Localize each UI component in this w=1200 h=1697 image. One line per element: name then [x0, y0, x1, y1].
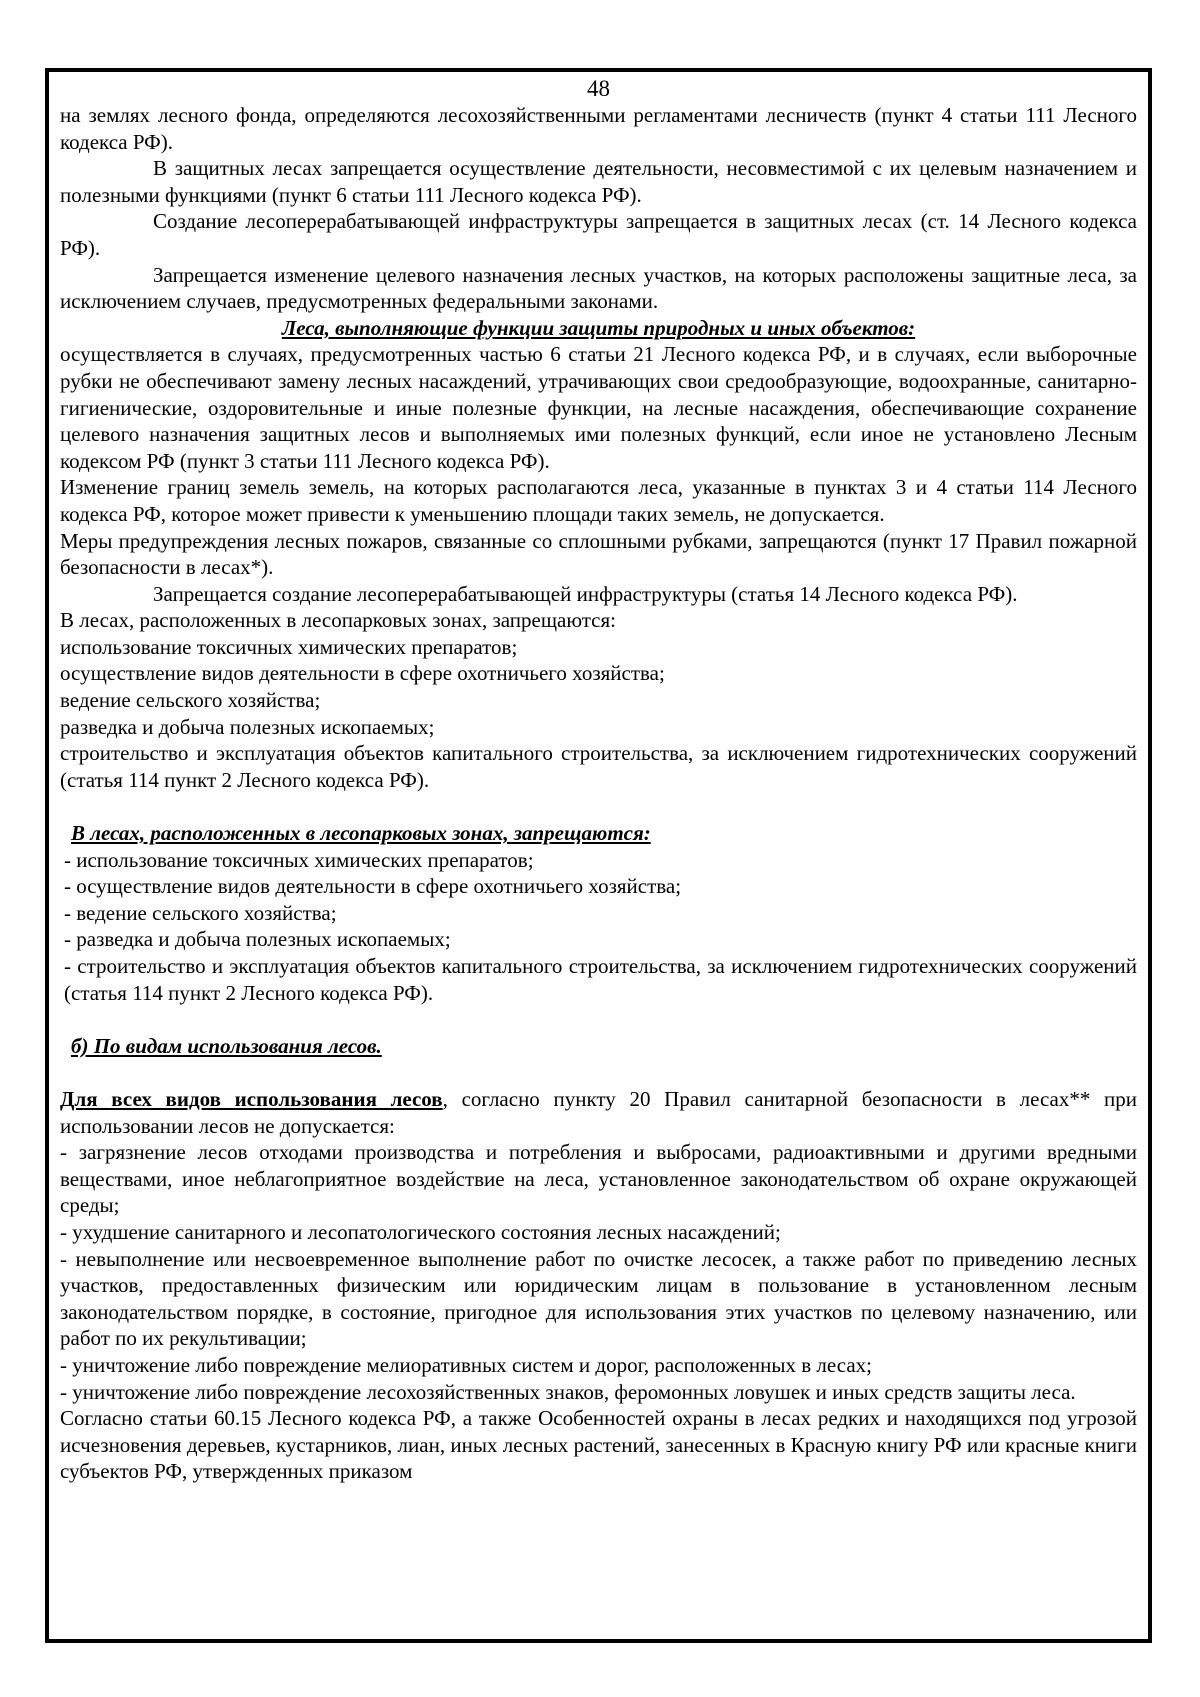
list-item: - осуществление видов деятельности в сфере охотничьего хозяйства; — [64, 874, 682, 899]
heading-by-forest-use: б) По видам использования лесов. — [71, 1033, 382, 1058]
list-item: - ведение сельского хозяйства; — [64, 900, 337, 925]
paragraph-infrastructure: Создание лесоперерабатывающей инфраструктуры запрещается в защитных лесах (ст. 14 Лесного кодекса РФ). — [60, 209, 1137, 260]
list-prohibited-actions — [60, 1139, 1137, 1405]
list-item: использование токсичных химических препаратов; — [60, 634, 518, 659]
paragraph-boundary-change: Изменение границ земель земель, на которых располагаются леса, указанные в пунктах 3 и 4 статьи 114 Лесного кодекса РФ, которое может привести к уменьшению площади таких земель, не допускается. — [60, 475, 1137, 526]
list-item: - использование токсичных химических препаратов; — [64, 847, 534, 872]
paragraph-fire-prevention: Меры предупреждения лесных пожаров, связанные со сплошными рубками, запрещаются (пункт 17 Правил пожарной безопасности в лесах*). — [60, 528, 1137, 580]
spacer — [60, 793, 1137, 820]
heading-forest-park-zones: В лесах, расположенных в лесопарковых зонах, запрещаются: — [71, 821, 651, 846]
paragraph-infrastructure-ban: Запрещается создание лесоперерабатывающей инфраструктуры (статья 14 Лесного кодекса РФ). — [153, 581, 1018, 606]
paragraph-protective-forests: В защитных лесах запрещается осуществление деятельности, несовместимой с их целевым назначением и полезными функциями (пункт 6 статьи 111 Лесного кодекса РФ). — [60, 156, 1137, 207]
list-item: - уничтожение либо повреждение лесохозяйственных знаков, феромонных ловушек и иных средств защиты леса. — [60, 1379, 1076, 1404]
all-uses-lead: Для всех видов использования лесов — [60, 1086, 443, 1111]
all-uses-rest: , согласно пункту 20 Правил санитарной безопасности в лесах** при использовании лесов не допускается: — [60, 1086, 1138, 1138]
list-item: осуществление видов деятельности в сфере охотничьего хозяйства; — [60, 661, 665, 686]
list-item: - загрязнение лесов отходами производства и потребления и выбросами, радиоактивными и другими вредными веществами, иное неблагоприятное воздействие на леса, установленное законодательством об охране окружающей среды; — [60, 1140, 1137, 1218]
paragraph-purpose-change: Запрещается изменение целевого назначения лесных участков, на которых расположены защитные леса, за исключением случаев, предусмотренных федеральными законами. — [60, 262, 1137, 314]
paragraph-all-uses — [60, 1086, 1137, 1139]
list-item: - ухудшение санитарного и лесопатологического состояния лесных насаждений; — [60, 1219, 781, 1244]
paragraph-lesnichestva: на землях лесного фонда, определяются лесохозяйственными регламентами лесничеств (пункт 4 статьи 111 Лесного кодекса РФ). — [60, 103, 1137, 154]
paragraph-red-book: Согласно статьи 60.15 Лесного кодекса РФ, а также Особенностей охраны в лесах редких и находящихся под угрозой исчезновения деревьев, кустарников, лиан, иных лесных растений, занесенных в Красную книгу РФ или красные книги субъектов РФ, утвержденных приказом — [60, 1406, 1137, 1484]
list-item: строительство и эксплуатация объектов капитального строительства, за исключением гидротехнических сооружений (статья 114 пункт 2 Лесного кодекса РФ). — [60, 741, 1137, 792]
spacer — [60, 1006, 1137, 1033]
document-body — [60, 76, 1137, 1485]
page-number: 48 — [587, 76, 610, 101]
list-item: - строительство и эксплуатация объектов капитального строительства, за исключением гидротехнических сооружений (статья 114 пункт 2 Лесного кодекса РФ). — [64, 954, 1137, 1005]
list-item: - разведка и добыча полезных ископаемых; — [64, 927, 451, 952]
spacer — [60, 1059, 1137, 1086]
list-item: - уничтожение либо повреждение мелиоративных систем и дорог, расположенных в лесах; — [60, 1352, 872, 1377]
page-frame — [45, 68, 1152, 1643]
paragraph-clear-cuts: осуществляется в случаях, предусмотренных частью 6 статьи 21 Лесного кодекса РФ, и в случаях, если выборочные рубки не обеспечивают замену лесных насаждений, утрачивающих свои средообразующие, водоохранные, санитарно-гигиенические, оздоровительные и иные полезные функции, на лесные насаждения, обеспечивающие сохранение целевого назначения защитных лесов и выполняемых ими полезных функций, если иное не установлено Лесным кодексом РФ (пункт 3 статьи 111 Лесного кодекса РФ). — [60, 342, 1137, 473]
list-item: разведка и добыча полезных ископаемых; — [60, 714, 435, 739]
list-forest-park-bans-dashed — [60, 847, 1137, 1007]
list-forest-park-bans — [60, 634, 1137, 794]
paragraph-forest-park-intro: В лесах, расположенных в лесопарковых зонах, запрещаются: — [60, 608, 616, 633]
list-item: - невыполнение или несвоевременное выполнение работ по очистке лесосек, а также работ по приведению лесных участков, предоставленных физическим или юридическим лицам в пользование в установленном лесным законодательством порядке, в состояние, пригодное для использования этих участков по целевому назначению, или работ по их рекультивации; — [60, 1246, 1137, 1351]
list-item: ведение сельского хозяйства; — [60, 688, 321, 713]
heading-protective-functions: Леса, выполняющие функции защиты природных и иных объектов: — [281, 315, 916, 340]
